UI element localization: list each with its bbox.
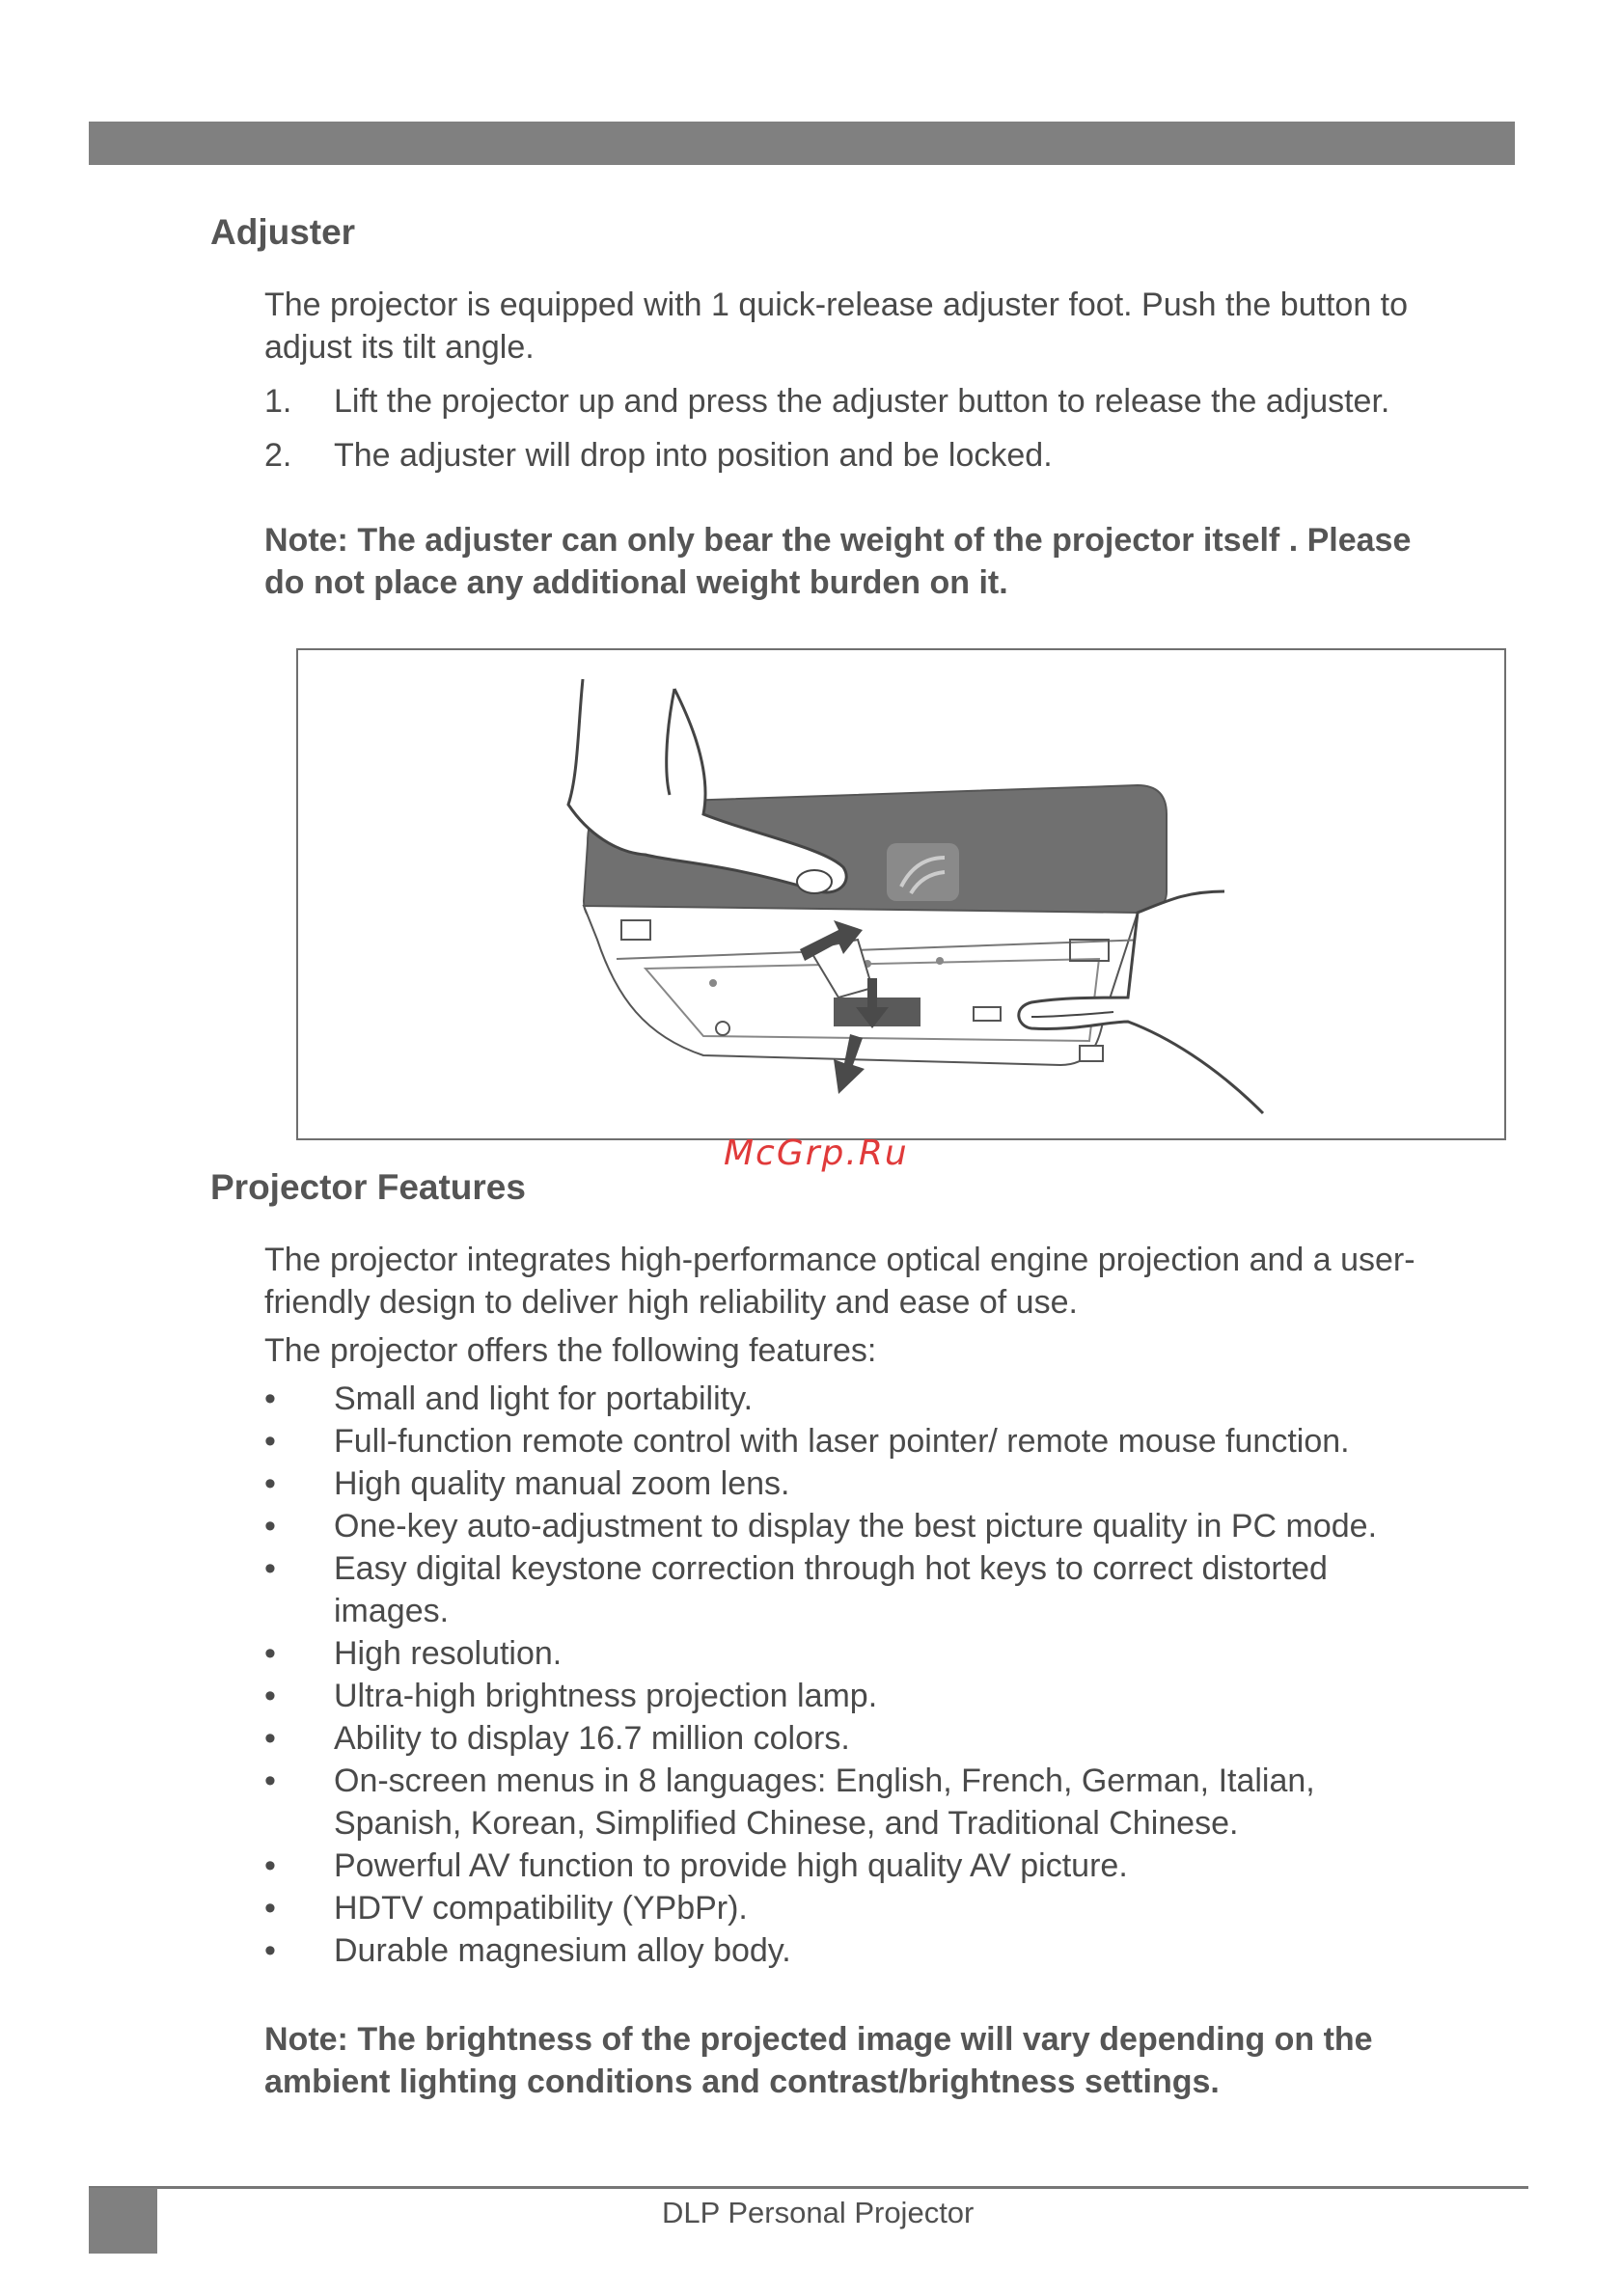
footer-rule bbox=[89, 2186, 1528, 2189]
watermark-text: McGrp.Ru bbox=[724, 1134, 909, 1173]
step-text: Lift the projector up and press the adjuster button to release the adjuster. bbox=[334, 383, 1390, 420]
feature-text-line: Ultra-high brightness projection lamp. bbox=[334, 1678, 878, 1714]
feature-text-line: HDTV compatibility (YPbPr). bbox=[334, 1890, 748, 1927]
features-intro-line-1: The projector integrates high-performance optical engine projection and a user- bbox=[264, 1242, 1415, 1278]
features-note-line-2: ambient lighting conditions and contrast/brightness settings. bbox=[264, 2064, 1220, 2100]
feature-text-line: Full-function remote control with laser pointer/ remote mouse function. bbox=[334, 1423, 1350, 1460]
feature-text bbox=[334, 1717, 1509, 1760]
feature-text-line: Powerful AV function to provide high quality AV picture. bbox=[334, 1847, 1128, 1884]
feature-text bbox=[334, 1845, 1509, 1887]
feature-text-line: Durable magnesium alloy body. bbox=[334, 1932, 791, 1969]
footer-page-block bbox=[89, 2188, 157, 2254]
adjuster-intro-line-2: adjust its tilt angle. bbox=[264, 329, 535, 366]
header-bar bbox=[89, 122, 1515, 165]
bullet-marker: • bbox=[264, 1763, 276, 1799]
feature-text-line: On-screen menus in 8 languages: English, French, German, Italian, bbox=[334, 1763, 1315, 1799]
bullet-marker: • bbox=[264, 1380, 276, 1417]
adjuster-intro-line-1: The projector is equipped with 1 quick-release adjuster foot. Push the button to bbox=[264, 287, 1409, 323]
bullet-marker: • bbox=[264, 1465, 276, 1502]
step-number: 2. bbox=[264, 437, 292, 474]
feature-text bbox=[334, 1505, 1509, 1547]
feature-text-line: Easy digital keystone correction through hot keys to correct distorted bbox=[334, 1550, 1328, 1587]
feature-text bbox=[334, 1675, 1509, 1717]
feature-text-line: High resolution. bbox=[334, 1635, 563, 1672]
step-text: The adjuster will drop into position and be locked. bbox=[334, 437, 1053, 474]
feature-text bbox=[334, 1929, 1509, 1972]
feature-text-line: images. bbox=[334, 1593, 450, 1629]
bullet-marker: • bbox=[264, 1847, 276, 1884]
section-heading-adjuster: Adjuster bbox=[210, 212, 356, 252]
feature-text bbox=[334, 1632, 1509, 1675]
feature-text bbox=[334, 1420, 1509, 1462]
bullet-marker: • bbox=[264, 1423, 276, 1460]
adjuster-note-line-2: do not place any additional weight burden on it. bbox=[264, 564, 1008, 601]
bullet-marker: • bbox=[264, 1720, 276, 1757]
adjuster-figure bbox=[296, 648, 1506, 1140]
projector-adjuster-illustration-icon bbox=[298, 650, 1504, 1138]
step-number: 1. bbox=[264, 383, 292, 420]
bullet-marker: • bbox=[264, 1635, 276, 1672]
feature-text bbox=[334, 1378, 1509, 1420]
features-intro-line-2: friendly design to deliver high reliability and ease of use. bbox=[264, 1284, 1078, 1321]
feature-text-line: Small and light for portability. bbox=[334, 1380, 754, 1417]
bullet-marker: • bbox=[264, 1550, 276, 1587]
bullet-marker: • bbox=[264, 1678, 276, 1714]
bullet-marker: • bbox=[264, 1890, 276, 1927]
feature-text-line: High quality manual zoom lens. bbox=[334, 1465, 790, 1502]
features-intro-line-3: The projector offers the following features: bbox=[264, 1332, 877, 1369]
features-note-line-1: Note: The brightness of the projected image will vary depending on the bbox=[264, 2021, 1373, 2058]
feature-text bbox=[334, 1760, 1509, 1845]
feature-text bbox=[334, 1547, 1509, 1632]
footer-title: DLP Personal Projector bbox=[662, 2196, 975, 2229]
feature-text-line: Ability to display 16.7 million colors. bbox=[334, 1720, 850, 1757]
adjuster-note-line-1: Note: The adjuster can only bear the weight of the projector itself . Please bbox=[264, 522, 1412, 559]
feature-text-line: Spanish, Korean, Simplified Chinese, and Traditional Chinese. bbox=[334, 1805, 1239, 1842]
feature-text-line: One-key auto-adjustment to display the best picture quality in PC mode. bbox=[334, 1508, 1378, 1544]
section-heading-features: Projector Features bbox=[210, 1167, 526, 1207]
feature-text bbox=[334, 1887, 1509, 1929]
feature-text bbox=[334, 1462, 1509, 1505]
bullet-marker: • bbox=[264, 1508, 276, 1544]
bullet-marker: • bbox=[264, 1932, 276, 1969]
